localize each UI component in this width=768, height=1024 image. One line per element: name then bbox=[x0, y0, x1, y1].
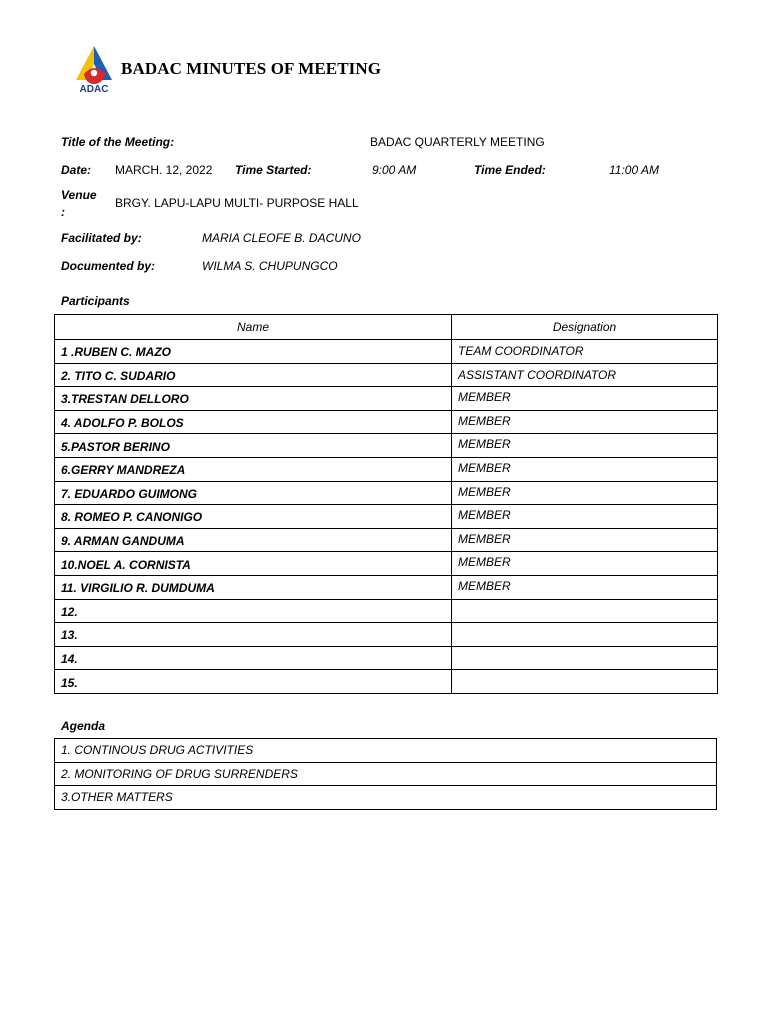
documented-label: Documented by: bbox=[61, 259, 156, 273]
agenda-item: 3.OTHER MATTERS bbox=[55, 786, 717, 810]
facilitated-label: Facilitated by: bbox=[61, 231, 142, 245]
participant-designation: MEMBER bbox=[452, 434, 718, 458]
participant-name: 9. ARMAN GANDUMA bbox=[55, 528, 452, 552]
venue-label: Venue bbox=[61, 188, 97, 202]
agenda-label: Agenda bbox=[61, 719, 106, 733]
participants-label: Participants bbox=[61, 294, 130, 308]
time-ended-label: Time Ended: bbox=[474, 163, 546, 177]
table-row bbox=[55, 387, 718, 411]
table-header-row bbox=[55, 315, 718, 340]
list-item bbox=[55, 786, 717, 810]
agenda-item: 2. MONITORING OF DRUG SURRENDERS bbox=[55, 762, 717, 786]
agenda-table bbox=[54, 738, 717, 810]
meeting-title-value: BADAC QUARTERLY MEETING bbox=[370, 135, 545, 149]
time-started-value: 9:00 AM bbox=[372, 163, 417, 177]
participant-name: 6.GERRY MANDREZA bbox=[55, 457, 452, 481]
agenda-item: 1. CONTINOUS DRUG ACTIVITIES bbox=[55, 739, 717, 763]
table-row bbox=[55, 670, 718, 694]
meeting-title-label: Title of the Meeting: bbox=[61, 135, 175, 149]
table-row bbox=[55, 575, 718, 599]
venue-value: BRGY. LAPU-LAPU MULTI- PURPOSE HALL bbox=[115, 196, 359, 210]
participant-name: 15. bbox=[55, 670, 452, 694]
participant-name: 5.PASTOR BERINO bbox=[55, 434, 452, 458]
participant-name: 10.NOEL A. CORNISTA bbox=[55, 552, 452, 576]
table-row bbox=[55, 623, 718, 647]
date-value: MARCH. 12, 2022 bbox=[115, 163, 213, 177]
participant-name: 11. VIRGILIO R. DUMDUMA bbox=[55, 575, 452, 599]
table-row bbox=[55, 646, 718, 670]
participant-designation: MEMBER bbox=[452, 505, 718, 529]
documented-value: WILMA S. CHUPUNGCO bbox=[202, 259, 338, 273]
participant-designation: MEMBER bbox=[452, 410, 718, 434]
facilitated-value: MARIA CLEOFE B. DACUNO bbox=[202, 231, 361, 245]
table-row bbox=[55, 457, 718, 481]
participant-name: 13. bbox=[55, 623, 452, 647]
adac-logo bbox=[72, 44, 116, 96]
column-header-name: Name bbox=[55, 315, 452, 340]
logo-text: ADAC bbox=[79, 84, 109, 95]
participants-table bbox=[54, 314, 718, 694]
participant-name: 12. bbox=[55, 599, 452, 623]
table-row bbox=[55, 363, 718, 387]
participant-name: 14. bbox=[55, 646, 452, 670]
participant-designation: MEMBER bbox=[452, 457, 718, 481]
participant-designation bbox=[452, 623, 718, 647]
date-label: Date: bbox=[61, 163, 92, 177]
participant-name: 1 .RUBEN C. MAZO bbox=[55, 340, 452, 364]
participant-name: 8. ROMEO P. CANONIGO bbox=[55, 505, 452, 529]
participant-designation: MEMBER bbox=[452, 387, 718, 411]
time-ended-value: 11:00 AM bbox=[609, 163, 660, 177]
participant-designation bbox=[452, 646, 718, 670]
table-row bbox=[55, 340, 718, 364]
participant-designation: MEMBER bbox=[452, 552, 718, 576]
list-item bbox=[55, 762, 717, 786]
participant-name: 2. TITO C. SUDARIO bbox=[55, 363, 452, 387]
document-header bbox=[72, 44, 116, 96]
table-row bbox=[55, 528, 718, 552]
participant-name: 3.TRESTAN DELLORO bbox=[55, 387, 452, 411]
participant-name: 4. ADOLFO P. BOLOS bbox=[55, 410, 452, 434]
participant-name: 7. EDUARDO GUIMONG bbox=[55, 481, 452, 505]
table-row bbox=[55, 481, 718, 505]
participant-designation: MEMBER bbox=[452, 575, 718, 599]
participant-designation: TEAM COORDINATOR bbox=[452, 340, 718, 364]
document-title: BADAC MINUTES OF MEETING bbox=[121, 59, 382, 78]
time-started-label: Time Started: bbox=[235, 163, 312, 177]
venue-colon: : bbox=[61, 205, 65, 219]
table-row bbox=[55, 410, 718, 434]
participant-designation bbox=[452, 599, 718, 623]
table-row bbox=[55, 599, 718, 623]
list-item bbox=[55, 739, 717, 763]
participant-designation: MEMBER bbox=[452, 481, 718, 505]
participant-designation: MEMBER bbox=[452, 528, 718, 552]
table-row bbox=[55, 434, 718, 458]
table-row bbox=[55, 552, 718, 576]
column-header-designation: Designation bbox=[452, 315, 718, 340]
table-row bbox=[55, 505, 718, 529]
participant-designation bbox=[452, 670, 718, 694]
participant-designation: ASSISTANT COORDINATOR bbox=[452, 363, 718, 387]
